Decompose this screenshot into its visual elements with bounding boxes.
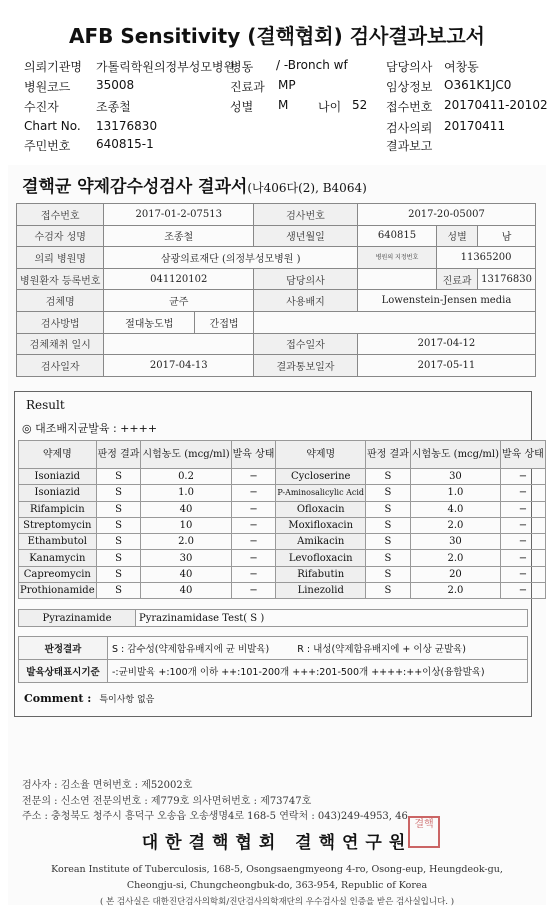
sex-value: M bbox=[278, 98, 289, 112]
cell: 삼광의료재단 (의정부성모병원 ) bbox=[104, 247, 357, 269]
drug-concentration: 2.0 bbox=[410, 517, 500, 533]
cell: 수검자 성명 bbox=[17, 225, 104, 247]
drug-name: Isoniazid bbox=[19, 485, 97, 501]
cell: 균주 bbox=[104, 290, 254, 312]
table-row bbox=[17, 311, 536, 333]
cell: 13176830 bbox=[478, 268, 536, 290]
drug-growth: − bbox=[501, 517, 546, 533]
receipt-label: 접수번호 bbox=[386, 100, 433, 114]
judge-legend bbox=[108, 637, 528, 660]
drug-result: S bbox=[366, 517, 411, 533]
drug-growth: − bbox=[501, 534, 546, 550]
drug-growth: − bbox=[501, 469, 546, 485]
drug-growth: − bbox=[501, 583, 546, 599]
culture-growth: ◎ 대조배지균발육 : ++++ bbox=[22, 422, 158, 435]
drug-concentration: 40 bbox=[141, 566, 231, 582]
drug-result: S bbox=[96, 469, 141, 485]
drug-concentration: 1.0 bbox=[410, 485, 500, 501]
drug-result: S bbox=[96, 517, 141, 533]
table-row bbox=[19, 534, 546, 550]
doctor-label: 담당의사 bbox=[386, 60, 433, 74]
cell: 절대농도법 bbox=[104, 311, 195, 333]
cell: 검체채취 일시 bbox=[17, 333, 104, 355]
address-line-1: Korean Institute of Tuberculosis, 168-5, Osongsaengmyeong 4-ro, Osong-eup, Heungdeok-gu, bbox=[51, 864, 503, 875]
drug-growth: − bbox=[231, 534, 276, 550]
drug-result: S bbox=[366, 501, 411, 517]
drug-result: S bbox=[96, 583, 141, 599]
cell: 담당의사 bbox=[254, 268, 358, 290]
comment bbox=[24, 692, 154, 705]
cell bbox=[104, 333, 254, 355]
drug-growth: − bbox=[231, 469, 276, 485]
cell: 결과통보일자 bbox=[254, 355, 358, 377]
table-row bbox=[19, 637, 528, 660]
cell: 남 bbox=[478, 225, 536, 247]
cell: 검사번호 bbox=[254, 204, 358, 226]
page-title: AFB Sensitivity (결핵협회) 검사결과보고서 bbox=[69, 24, 485, 48]
drug-concentration: 1.0 bbox=[141, 485, 231, 501]
drug-concentration: 20 bbox=[410, 566, 500, 582]
drug-growth: − bbox=[231, 566, 276, 582]
report-title bbox=[22, 172, 367, 197]
drug-result: S bbox=[366, 469, 411, 485]
drug-name: Ethambutol bbox=[19, 534, 97, 550]
table-row bbox=[19, 501, 546, 517]
col-header: 판정 결과 bbox=[96, 441, 141, 469]
cell: 2017-04-12 bbox=[357, 333, 535, 355]
drug-name: Rifabutin bbox=[276, 566, 366, 582]
drug-growth: − bbox=[501, 566, 546, 582]
cell: 의뢰 병원명 bbox=[17, 247, 104, 269]
table-row bbox=[19, 469, 546, 485]
cell: 병원환자 등록번호 bbox=[17, 268, 104, 290]
growth-label: 발육상태표시기준 bbox=[19, 660, 108, 683]
table-row bbox=[17, 204, 536, 226]
cell: 접수일자 bbox=[254, 333, 358, 355]
pyrazinamide-value: Pyrazinamidase Test( S ) bbox=[136, 610, 528, 627]
drug-result: S bbox=[96, 501, 141, 517]
drug-concentration: 40 bbox=[141, 583, 231, 599]
table-row bbox=[19, 550, 546, 566]
col-header: 약제명 bbox=[19, 441, 97, 469]
cell: 검체명 bbox=[17, 290, 104, 312]
drug-concentration: 2.0 bbox=[141, 534, 231, 550]
judge-label: 판정결과 bbox=[19, 637, 108, 660]
table-row bbox=[19, 485, 546, 501]
id-value: 640815-1 bbox=[96, 137, 154, 151]
drug-name: Amikacin bbox=[276, 534, 366, 550]
drug-growth: − bbox=[231, 583, 276, 599]
drug-name: Moxifloxacin bbox=[276, 517, 366, 533]
drug-name: Isoniazid bbox=[19, 469, 97, 485]
cell: 조종철 bbox=[104, 225, 254, 247]
cell: 2017-04-13 bbox=[104, 355, 254, 377]
hospital-value: 가톨릭학원의정부성모병원 bbox=[96, 60, 236, 74]
growth-legend: -:균비발육 +:100개 이하 ++:101-200개 +++:201-500개 ++++:++이상(융합발육) bbox=[108, 660, 528, 683]
comment-text: 특이사항 없음 bbox=[99, 695, 155, 705]
table-row bbox=[17, 333, 536, 355]
table-row bbox=[17, 290, 536, 312]
dept-label: 진료과 bbox=[230, 80, 265, 94]
receipt-value: 20170411-20102 bbox=[444, 98, 548, 112]
code-label: 병원코드 bbox=[24, 80, 71, 94]
footer-line-2: 전문의 : 신소연 전문의번호 : 제779호 의사면허번호 : 제73747호 bbox=[22, 796, 312, 807]
ward-value: / -Bronch wf bbox=[276, 58, 348, 72]
drug-concentration: 2.0 bbox=[410, 583, 500, 599]
drug-growth: − bbox=[231, 550, 276, 566]
table-row bbox=[19, 517, 546, 533]
age-label: 나이 bbox=[318, 100, 342, 114]
drug-growth: − bbox=[501, 550, 546, 566]
cell: 간접법 bbox=[195, 311, 254, 333]
table-row bbox=[17, 355, 536, 377]
cell: 2017-01-2-07513 bbox=[104, 204, 254, 226]
clinical-label: 임상정보 bbox=[386, 80, 433, 94]
cell: 검사일자 bbox=[17, 355, 104, 377]
table-row bbox=[19, 583, 546, 599]
cell: 생년월일 bbox=[254, 225, 358, 247]
col-header: 판정 결과 bbox=[366, 441, 411, 469]
drug-name: Levofloxacin bbox=[276, 550, 366, 566]
drug-concentration: 0.2 bbox=[141, 469, 231, 485]
patient-label: 수진자 bbox=[24, 100, 59, 114]
table-row bbox=[19, 610, 528, 627]
official-seal: 결핵 bbox=[408, 816, 440, 848]
drug-growth: − bbox=[231, 501, 276, 517]
cell: 11365200 bbox=[437, 247, 536, 269]
clinical-value: O361K1JC0 bbox=[444, 78, 512, 92]
cell: 진료과 bbox=[437, 268, 478, 290]
drug-concentration: 40 bbox=[141, 501, 231, 517]
col-header: 발육 상태 bbox=[231, 441, 276, 469]
cell: 병원의 지정번호 bbox=[357, 247, 436, 269]
drug-growth: − bbox=[231, 517, 276, 533]
doctor-value: 여창동 bbox=[444, 60, 479, 74]
cell: 041120102 bbox=[104, 268, 254, 290]
drug-result: S bbox=[366, 566, 411, 582]
table-row bbox=[19, 660, 528, 683]
organization-name: 대한결핵협회 결핵연구원 bbox=[141, 833, 413, 853]
drug-result: S bbox=[96, 550, 141, 566]
cell: 2017-20-05007 bbox=[357, 204, 535, 226]
drug-name: Cycloserine bbox=[276, 469, 366, 485]
drug-result: S bbox=[366, 534, 411, 550]
footer-line-1: 검사자 : 김소율 면허번호 : 제52002호 bbox=[22, 780, 193, 791]
drug-result: S bbox=[366, 550, 411, 566]
drug-result: S bbox=[96, 534, 141, 550]
cell: Lowenstein-Jensen media bbox=[357, 290, 535, 312]
reqdate-value: 20170411 bbox=[444, 119, 506, 133]
chart-value: 13176830 bbox=[96, 119, 158, 133]
table-row bbox=[17, 247, 536, 269]
comment-label: Comment : bbox=[24, 692, 92, 705]
cell: 접수번호 bbox=[17, 204, 104, 226]
patient-info-table bbox=[16, 203, 536, 377]
code-value: 35008 bbox=[96, 78, 135, 92]
drug-name: Capreomycin bbox=[19, 566, 97, 582]
cell: 검사방법 bbox=[17, 311, 104, 333]
ward-label: 병동 bbox=[230, 60, 254, 74]
drug-concentration: 10 bbox=[141, 517, 231, 533]
reqdate-label: 검사의뢰 bbox=[386, 121, 433, 135]
cell bbox=[254, 311, 536, 333]
drug-concentration: 30 bbox=[410, 534, 500, 550]
id-label: 주민번호 bbox=[24, 139, 71, 153]
age-value: 52 bbox=[352, 98, 368, 112]
report-subtitle: (나406다(2), B4064) bbox=[247, 181, 367, 195]
col-header: 시험농도 (mcg/ml) bbox=[141, 441, 231, 469]
table-row bbox=[19, 566, 546, 582]
drug-concentration: 30 bbox=[141, 550, 231, 566]
drug-result: S bbox=[366, 485, 411, 501]
col-header: 발육 상태 bbox=[501, 441, 546, 469]
drug-table bbox=[18, 440, 546, 599]
footer-line-3: 주소 : 충청북도 청주시 흥덕구 오송읍 오송생명4로 168-5 연락처 : 043)249-4953, 46 bbox=[22, 811, 408, 822]
drug-name: P-Aminosalicylic Acid bbox=[276, 485, 366, 501]
drug-name: Kanamycin bbox=[19, 550, 97, 566]
table-row bbox=[17, 268, 536, 290]
report-label: 결과보고 bbox=[386, 139, 433, 153]
drug-name: Rifampicin bbox=[19, 501, 97, 517]
judge-s: S : 감수성(약제함유배지에 균 비발육) bbox=[112, 644, 270, 655]
dept-value: MP bbox=[278, 78, 296, 92]
drug-name: Streptomycin bbox=[19, 517, 97, 533]
certification-note: ( 본 검사실은 대한진단검사의학회/진단검사의학재단의 우수검사실 인증을 받은 검사실입니다. ) bbox=[99, 897, 455, 907]
legend-table bbox=[18, 636, 528, 683]
drug-result: S bbox=[366, 583, 411, 599]
drug-result: S bbox=[96, 566, 141, 582]
cell: 2017-05-11 bbox=[357, 355, 535, 377]
drug-name: Ofloxacin bbox=[276, 501, 366, 517]
result-label: Result bbox=[26, 398, 65, 412]
drug-growth: − bbox=[231, 485, 276, 501]
drug-concentration: 30 bbox=[410, 469, 500, 485]
drug-result: S bbox=[96, 485, 141, 501]
pyrazinamide-table bbox=[18, 609, 528, 627]
hospital-label: 의뢰기관명 bbox=[24, 60, 82, 74]
cell: 640815 bbox=[357, 225, 436, 247]
pyrazinamide-label: Pyrazinamide bbox=[19, 610, 136, 627]
drug-growth: − bbox=[501, 485, 546, 501]
patient-value: 조종철 bbox=[96, 100, 131, 114]
drug-growth: − bbox=[501, 501, 546, 517]
report-title-text: 결핵균 약제감수성검사 결과서 bbox=[22, 177, 248, 197]
table-row bbox=[17, 225, 536, 247]
cell: 성별 bbox=[437, 225, 478, 247]
cell bbox=[357, 268, 436, 290]
sex-label: 성별 bbox=[230, 100, 254, 114]
col-header: 약제명 bbox=[276, 441, 366, 469]
drug-name: Linezolid bbox=[276, 583, 366, 599]
chart-label: Chart No. bbox=[24, 119, 81, 133]
judge-r: R : 내성(약제함유배지에 + 이상 균발육) bbox=[297, 644, 467, 655]
drug-concentration: 2.0 bbox=[410, 550, 500, 566]
col-header: 시험농도 (mcg/ml) bbox=[410, 441, 500, 469]
address-line-2: Cheongju-si, Chungcheongbuk-do, 363-954, Republic of Korea bbox=[126, 880, 428, 891]
drug-name: Prothionamide bbox=[19, 583, 97, 599]
drug-concentration: 4.0 bbox=[410, 501, 500, 517]
table-header-row bbox=[19, 441, 546, 469]
cell: 사용배지 bbox=[254, 290, 358, 312]
